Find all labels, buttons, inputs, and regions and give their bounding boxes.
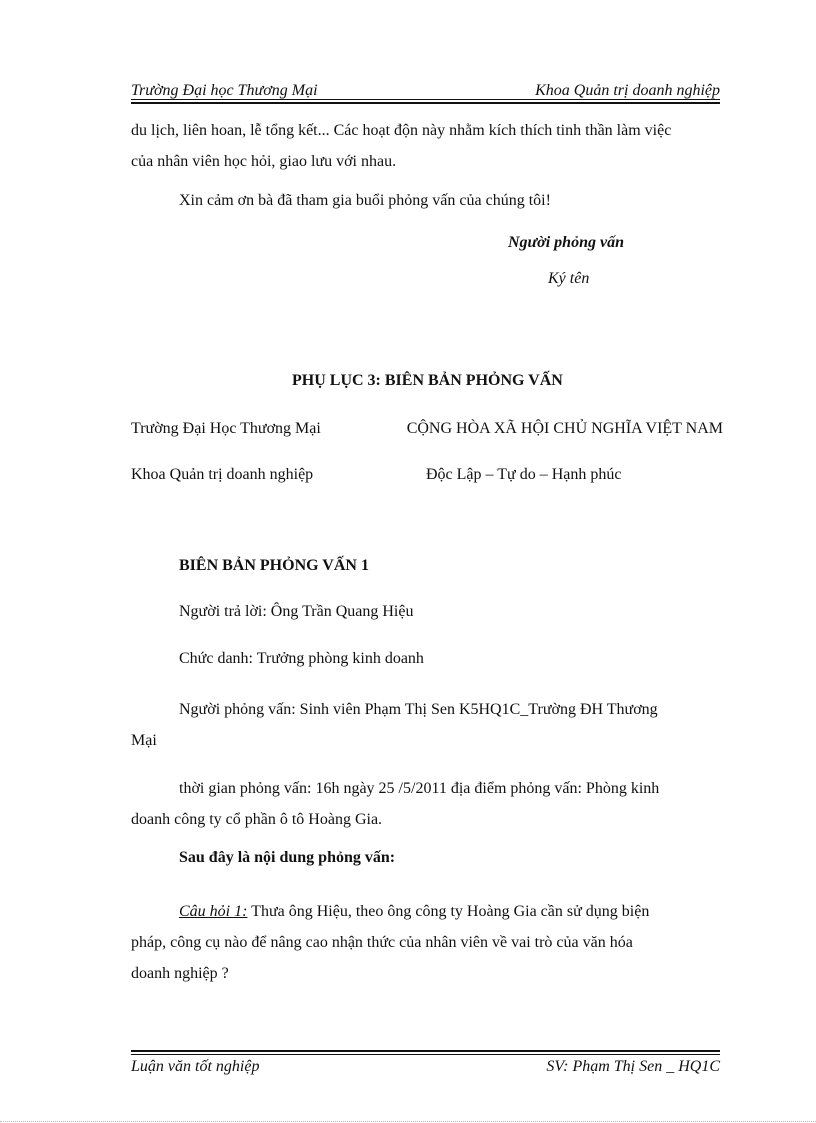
page-bottom-edge	[0, 1121, 816, 1122]
interviewer-paragraph	[131, 694, 721, 756]
header-faculty: Khoa Quản trị doanh nghiệp	[535, 82, 720, 99]
intro-line-1: du lịch, liên hoan, lễ tổng kết... Các hoạt độn này nhằm kích thích tinh thần làm việc	[131, 122, 672, 139]
respondent-line: Người trả lời: Ông Trần Quang Hiệu	[179, 603, 414, 620]
interviewer-line-2: Mại	[131, 732, 157, 749]
thanks-line: Xin cảm ơn bà đã tham gia buổi phỏng vấn của chúng tôi!	[179, 192, 551, 209]
content-heading: Sau đây là nội dung phỏng vấn:	[179, 849, 396, 866]
header-rule-thick	[131, 102, 720, 104]
appendix-title: PHỤ LỤC 3: BIÊN BẢN PHỎNG VẤN	[292, 372, 563, 389]
time-line-2: doanh công ty cổ phần ô tô Hoàng Gia.	[131, 811, 383, 828]
footer-student: SV: Phạm Thị Sen _ HQ1C	[546, 1058, 720, 1075]
appendix-school: Trường Đại Học Thương Mại	[131, 420, 321, 437]
question-paragraph	[131, 896, 721, 989]
signature-title: Người phỏng vấn	[508, 234, 624, 251]
intro-paragraph	[131, 115, 721, 177]
signature-sign: Ký tên	[548, 270, 590, 287]
time-paragraph	[131, 773, 721, 835]
interviewer-line-1: Người phỏng vấn: Sinh viên Phạm Thị Sen K5HQ1C_Trường ĐH Thương	[179, 701, 658, 718]
appendix-row-1	[131, 420, 723, 438]
time-line-1: thời gian phỏng vấn: 16h ngày 25 /5/2011 địa điểm phỏng vấn: Phòng kinh	[179, 780, 660, 797]
question-text: Thưa ông Hiệu, theo ông công ty Hoàng Gia cần sử dụng biện	[247, 903, 650, 920]
position-line: Chức danh: Trưởng phòng kinh doanh	[179, 650, 424, 667]
question-label: Câu hỏi 1:	[179, 903, 248, 920]
question-line-1	[131, 896, 721, 927]
question-line-2: pháp, công cụ nào để nâng cao nhận thức của nhân viên về vai trò của văn hóa	[131, 934, 633, 951]
page-footer	[131, 1055, 720, 1079]
appendix-country: CỘNG HÒA XÃ HỘI CHỦ NGHĨA VIỆT NAM	[406, 420, 723, 437]
appendix-motto: Độc Lập – Tự do – Hạnh phúc	[426, 466, 622, 483]
question-line-3: doanh nghiệp ?	[131, 965, 229, 982]
footer-thesis: Luận văn tốt nghiệp	[131, 1058, 260, 1075]
footer-rule-thick	[131, 1050, 720, 1052]
minutes-title: BIÊN BẢN PHỎNG VẤN 1	[179, 557, 369, 574]
appendix-faculty: Khoa Quản trị doanh nghiệp	[131, 466, 314, 483]
header-rule	[131, 99, 720, 100]
page-header	[131, 76, 720, 100]
header-school: Trường Đại học Thương Mại	[131, 82, 318, 99]
intro-line-2: của nhân viên học hỏi, giao lưu với nhau.	[131, 153, 397, 170]
